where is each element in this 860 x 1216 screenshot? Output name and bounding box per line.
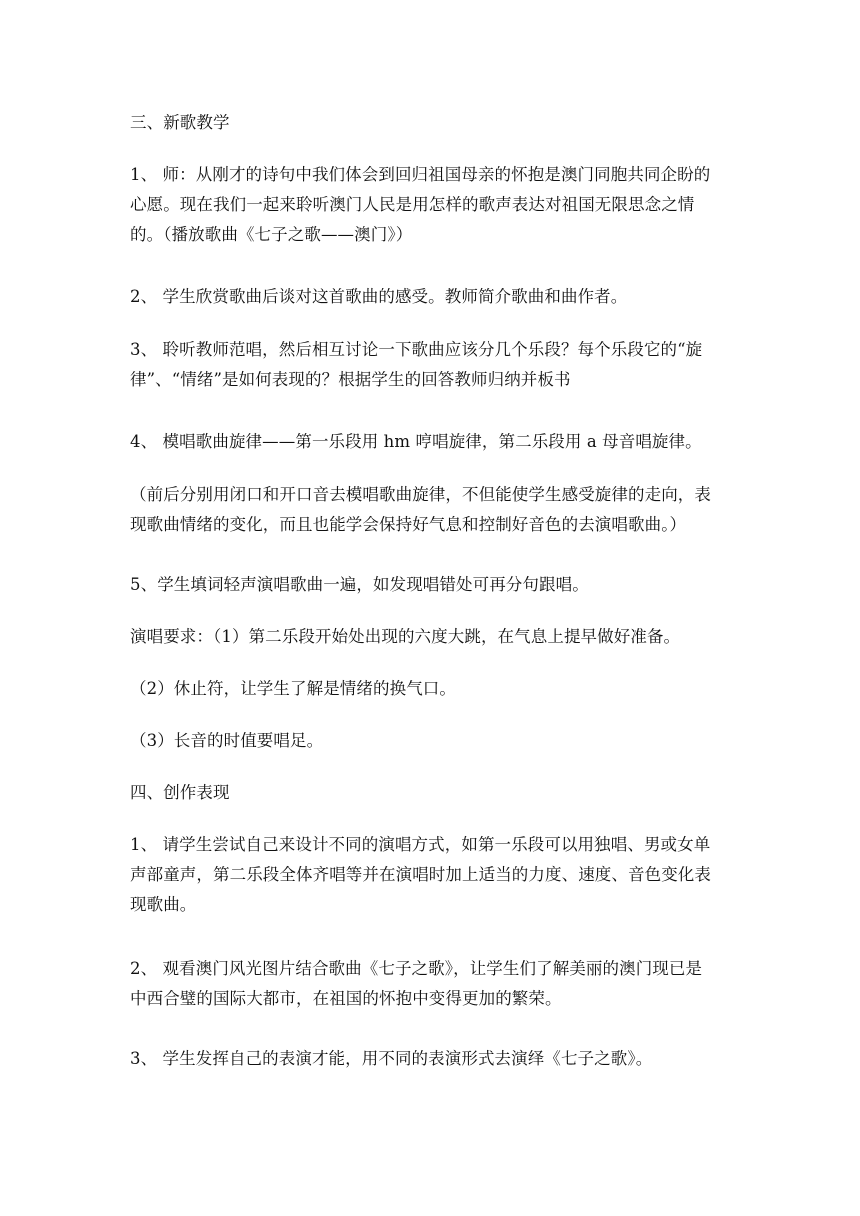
paragraph-note-4: （前后分别用闭口和开口音去模唱歌曲旋律，不但能使学生感受旋律的走向，表 现歌曲情绪的变化，而且也能学会保持好气息和控制好音色的去演唱歌曲。）	[130, 485, 711, 534]
section-heading-new-song: 三、新歌教学	[130, 113, 230, 132]
paragraph-item-3: 3、 聆听教师范唱，然后相互讨论一下歌曲应该分几个乐段？每个乐段它的“旋 律”、“情绪”是如何表现的？根据学生的回答教师归纳并板书	[130, 340, 703, 389]
paragraph-item-4: 4、 模唱歌曲旋律——第一乐段用 hm 哼唱旋律，第二乐段用 a 母音唱旋律。	[130, 432, 702, 451]
paragraph-create-2: 2、 观看澳门风光图片结合歌曲《七子之歌》，让学生们了解美丽的澳门现已是 中西合璧的国际大都市，在祖国的怀抱中变得更加的繁荣。	[130, 959, 703, 1008]
paragraph-create-3: 3、 学生发挥自己的表演才能，用不同的表演形式去演绎《七子之歌》。	[130, 1049, 653, 1068]
paragraph-item-5: 5、学生填词轻声演唱歌曲一遍，如发现唱错处可再分句跟唱。	[130, 575, 589, 594]
paragraph-requirement-1: 演唱要求：（1）第二乐段开始处出现的六度大跳，在气息上提早做好准备。	[130, 627, 681, 646]
paragraph-item-2: 2、 学生欣赏歌曲后谈对这首歌曲的感受。教师简介歌曲和曲作者。	[130, 287, 628, 306]
section-heading-creation: 四、创作表现	[130, 783, 230, 802]
paragraph-requirement-2: （2）休止符，让学生了解是情绪的换气口。	[130, 679, 456, 698]
paragraph-item-1: 1、 师：从刚才的诗句中我们体会到回归祖国母亲的怀抱是澳门同胞共同企盼的 心愿。现在我们一起来聆听澳门人民是用怎样的歌声表达对祖国无限思念之情 的。（播放歌曲《七子之歌——澳门》）	[130, 165, 711, 244]
paragraph-create-1: 1、 请学生尝试自己来设计不同的演唱方式，如第一乐段可以用独唱、男或女单 声部童声，第二乐段全体齐唱等并在演唱时加上适当的力度、速度、音色变化表 现歌曲。	[130, 835, 711, 914]
paragraph-requirement-3: （3）长音的时值要唱足。	[130, 731, 324, 750]
